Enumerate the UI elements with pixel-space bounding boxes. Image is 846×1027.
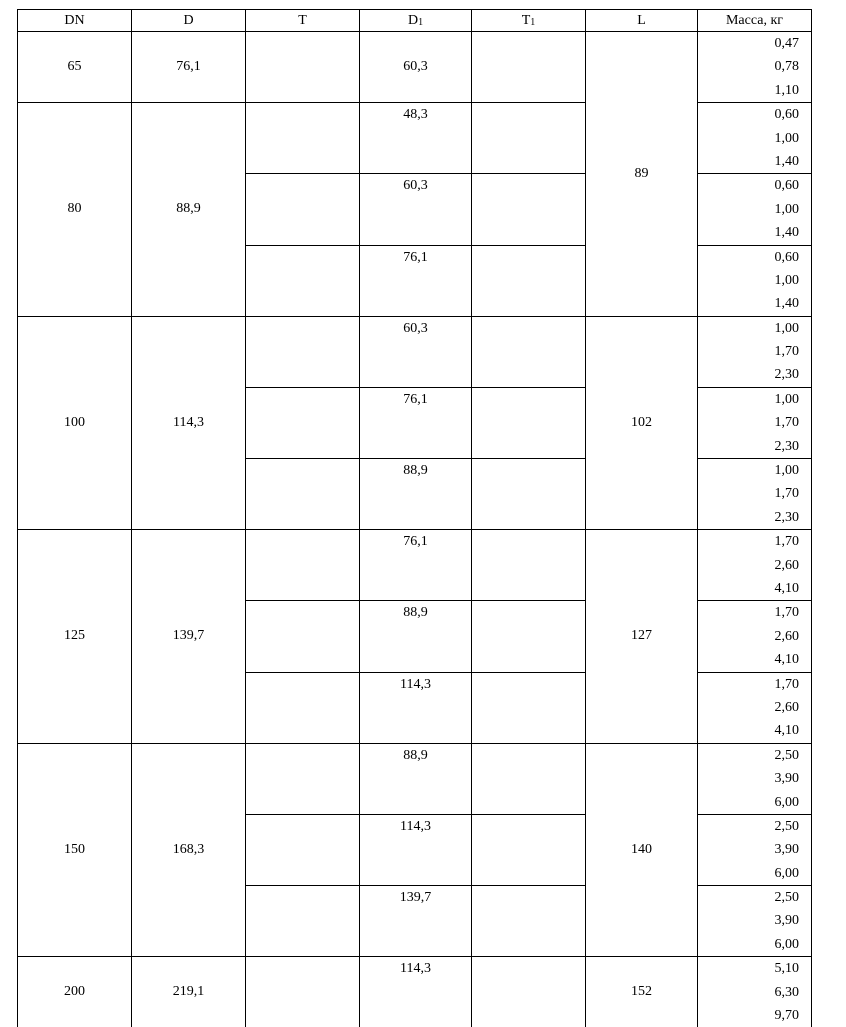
value-t1 [472, 317, 586, 340]
value-t [246, 246, 360, 269]
header-mass: Масса, кг [698, 10, 812, 32]
value-t [246, 815, 360, 838]
value-mass: 4,10 [698, 648, 811, 671]
value-t1 [472, 601, 586, 624]
value-t [246, 198, 360, 221]
value-t [246, 530, 360, 553]
cell-mass [698, 387, 812, 458]
cell-mass [698, 32, 812, 103]
cell-t [246, 672, 360, 743]
value-t [246, 127, 360, 150]
value-t [246, 862, 360, 885]
cell-t1 [472, 814, 586, 885]
value-mass: 1,40 [698, 150, 811, 173]
value-t1 [472, 838, 586, 861]
header-l: L [586, 10, 698, 32]
value-t [246, 435, 360, 458]
value-t [246, 933, 360, 956]
cell-l: 152 [586, 957, 698, 1027]
value-t1 [472, 862, 586, 885]
cell-t1 [472, 672, 586, 743]
cell-t [246, 814, 360, 885]
value-t [246, 744, 360, 767]
cell-mass [698, 316, 812, 387]
cell-d1 [360, 459, 472, 530]
value-t1 [472, 957, 586, 980]
value-mass: 0,60 [698, 246, 811, 269]
value-mass: 0,60 [698, 174, 811, 197]
dimensions-table [17, 9, 812, 1027]
value-t1 [472, 886, 586, 909]
header-t1-letter: T [522, 13, 531, 28]
cell-d1 [360, 387, 472, 458]
value-mass: 2,50 [698, 815, 811, 838]
value-d1: 114,3 [360, 815, 471, 838]
value-mass: 0,78 [698, 55, 811, 78]
cell-mass [698, 743, 812, 814]
value-t1 [472, 577, 586, 600]
value-t [246, 791, 360, 814]
value-d1: 76,1 [360, 530, 471, 553]
value-t1 [472, 530, 586, 553]
value-mass: 1,70 [698, 673, 811, 696]
value-d1: 76,1 [360, 246, 471, 269]
value-mass: 2,60 [698, 554, 811, 577]
value-t1 [472, 625, 586, 648]
value-t1 [472, 388, 586, 411]
value-t [246, 269, 360, 292]
value-t1 [472, 292, 586, 315]
value-mass: 2,50 [698, 744, 811, 767]
value-d1: 60,3 [360, 55, 471, 78]
header-d1-index: 1 [418, 17, 423, 28]
value-d1: 88,9 [360, 459, 471, 482]
value-mass: 2,60 [698, 696, 811, 719]
value-t1 [472, 269, 586, 292]
cell-d1 [360, 957, 472, 1027]
value-t1 [472, 174, 586, 197]
cell-d1 [360, 601, 472, 672]
value-mass: 1,70 [698, 340, 811, 363]
cell-t [246, 103, 360, 174]
value-mass: 1,40 [698, 221, 811, 244]
value-t [246, 957, 360, 980]
cell-l: 102 [586, 316, 698, 530]
value-t [246, 886, 360, 909]
value-t1 [472, 246, 586, 269]
cell-mass [698, 459, 812, 530]
cell-mass [698, 672, 812, 743]
cell-d1 [360, 316, 472, 387]
value-t1 [472, 815, 586, 838]
cell-mass [698, 886, 812, 957]
cell-d: 88,9 [132, 103, 246, 317]
value-t [246, 482, 360, 505]
cell-mass [698, 174, 812, 245]
cell-l: 127 [586, 530, 698, 744]
value-mass: 4,10 [698, 719, 811, 742]
value-t [246, 79, 360, 102]
value-t1 [472, 103, 586, 126]
cell-dn: 200 [18, 957, 132, 1027]
value-t [246, 174, 360, 197]
cell-t [246, 743, 360, 814]
cell-t1 [472, 459, 586, 530]
value-mass: 6,30 [698, 981, 811, 1004]
value-d1: 76,1 [360, 388, 471, 411]
value-mass: 2,30 [698, 435, 811, 458]
value-mass: 1,40 [698, 292, 811, 315]
cell-d1 [360, 103, 472, 174]
cell-dn: 150 [18, 743, 132, 957]
value-d1: 114,3 [360, 957, 471, 980]
value-t1 [472, 933, 586, 956]
value-t1 [472, 32, 586, 55]
value-mass: 1,00 [698, 269, 811, 292]
cell-t [246, 387, 360, 458]
cell-mass [698, 245, 812, 316]
value-mass: 9,70 [698, 1004, 811, 1027]
table-row [18, 316, 812, 387]
cell-t1 [472, 174, 586, 245]
value-mass: 1,00 [698, 388, 811, 411]
cell-t1 [472, 245, 586, 316]
cell-d: 168,3 [132, 743, 246, 957]
cell-d1 [360, 174, 472, 245]
value-t1 [472, 435, 586, 458]
cell-t1 [472, 530, 586, 601]
value-mass: 0,47 [698, 32, 811, 55]
value-mass: 1,70 [698, 482, 811, 505]
cell-d: 139,7 [132, 530, 246, 744]
header-d: D [132, 10, 246, 32]
value-mass: 2,50 [698, 886, 811, 909]
value-t [246, 554, 360, 577]
cell-t1 [472, 103, 586, 174]
value-t [246, 55, 360, 78]
value-t [246, 981, 360, 1004]
value-mass: 1,00 [698, 198, 811, 221]
value-t1 [472, 696, 586, 719]
table-row [18, 530, 812, 601]
cell-dn: 125 [18, 530, 132, 744]
cell-t [246, 957, 360, 1027]
header-t1 [472, 10, 586, 32]
value-t [246, 506, 360, 529]
value-t [246, 221, 360, 244]
cell-t1 [472, 601, 586, 672]
cell-d1 [360, 32, 472, 103]
cell-d1 [360, 530, 472, 601]
cell-t1 [472, 32, 586, 103]
value-mass: 3,90 [698, 838, 811, 861]
header-d1-letter: D [408, 13, 418, 28]
value-mass: 1,00 [698, 127, 811, 150]
cell-d1 [360, 672, 472, 743]
value-t [246, 363, 360, 386]
table-row [18, 957, 812, 1027]
value-mass: 3,90 [698, 909, 811, 932]
header-row [18, 10, 812, 32]
value-mass: 4,10 [698, 577, 811, 600]
value-t1 [472, 340, 586, 363]
cell-dn: 100 [18, 316, 132, 530]
value-t [246, 150, 360, 173]
value-t1 [472, 411, 586, 434]
cell-d1 [360, 245, 472, 316]
value-mass: 3,90 [698, 767, 811, 790]
value-t [246, 340, 360, 363]
value-t1 [472, 363, 586, 386]
cell-d: 76,1 [132, 32, 246, 103]
value-mass: 1,00 [698, 459, 811, 482]
value-t1 [472, 767, 586, 790]
cell-t [246, 174, 360, 245]
value-mass: 1,00 [698, 317, 811, 340]
cell-mass [698, 103, 812, 174]
value-t [246, 673, 360, 696]
cell-d: 219,1 [132, 957, 246, 1027]
value-t [246, 411, 360, 434]
fittings-table-page [17, 9, 811, 1027]
cell-t1 [472, 743, 586, 814]
value-t1 [472, 506, 586, 529]
value-t [246, 32, 360, 55]
value-t [246, 577, 360, 600]
cell-d1 [360, 743, 472, 814]
value-t [246, 292, 360, 315]
value-t [246, 103, 360, 126]
header-dn: DN [18, 10, 132, 32]
cell-t1 [472, 387, 586, 458]
value-t1 [472, 981, 586, 1004]
value-d1: 60,3 [360, 317, 471, 340]
value-t1 [472, 554, 586, 577]
cell-mass [698, 957, 812, 1027]
value-t1 [472, 909, 586, 932]
cell-dn: 80 [18, 103, 132, 317]
value-mass: 2,30 [698, 506, 811, 529]
value-mass: 1,70 [698, 601, 811, 624]
value-t [246, 648, 360, 671]
header-d1 [360, 10, 472, 32]
value-d1: 60,3 [360, 174, 471, 197]
value-t [246, 601, 360, 624]
cell-t [246, 886, 360, 957]
value-t [246, 625, 360, 648]
value-mass: 5,10 [698, 957, 811, 980]
value-mass: 6,00 [698, 933, 811, 956]
cell-dn: 65 [18, 32, 132, 103]
cell-t [246, 245, 360, 316]
value-t1 [472, 648, 586, 671]
value-mass: 2,60 [698, 625, 811, 648]
value-d1: 114,3 [360, 673, 471, 696]
cell-mass [698, 530, 812, 601]
cell-t [246, 32, 360, 103]
value-mass: 6,00 [698, 791, 811, 814]
value-t1 [472, 127, 586, 150]
value-mass: 0,60 [698, 103, 811, 126]
value-t1 [472, 719, 586, 742]
cell-t [246, 316, 360, 387]
value-t [246, 696, 360, 719]
value-mass: 1,70 [698, 411, 811, 434]
value-t [246, 317, 360, 340]
value-t1 [472, 79, 586, 102]
value-d1: 88,9 [360, 601, 471, 624]
cell-d: 114,3 [132, 316, 246, 530]
table-row [18, 743, 812, 814]
cell-mass [698, 601, 812, 672]
value-mass: 2,30 [698, 363, 811, 386]
cell-d1 [360, 886, 472, 957]
cell-d1 [360, 814, 472, 885]
value-t [246, 459, 360, 482]
value-d1: 48,3 [360, 103, 471, 126]
header-t: T [246, 10, 360, 32]
value-mass: 1,70 [698, 530, 811, 553]
value-t [246, 388, 360, 411]
cell-l: 140 [586, 743, 698, 957]
cell-mass [698, 814, 812, 885]
value-t1 [472, 459, 586, 482]
value-t [246, 719, 360, 742]
value-mass: 6,00 [698, 862, 811, 885]
cell-t [246, 530, 360, 601]
table-body [18, 32, 812, 1027]
cell-t1 [472, 886, 586, 957]
value-t1 [472, 744, 586, 767]
value-d1: 139,7 [360, 886, 471, 909]
value-t1 [472, 791, 586, 814]
value-t1 [472, 198, 586, 221]
cell-t1 [472, 957, 586, 1027]
value-d1: 88,9 [360, 744, 471, 767]
value-mass: 1,10 [698, 79, 811, 102]
header-t1-index: 1 [530, 17, 535, 28]
cell-t [246, 459, 360, 530]
value-t1 [472, 673, 586, 696]
value-t1 [472, 55, 586, 78]
value-t1 [472, 482, 586, 505]
table-row [18, 32, 812, 103]
cell-l: 89 [586, 32, 698, 317]
value-t [246, 909, 360, 932]
value-t [246, 767, 360, 790]
value-t1 [472, 221, 586, 244]
cell-t [246, 601, 360, 672]
cell-t1 [472, 316, 586, 387]
value-t [246, 838, 360, 861]
value-t1 [472, 150, 586, 173]
